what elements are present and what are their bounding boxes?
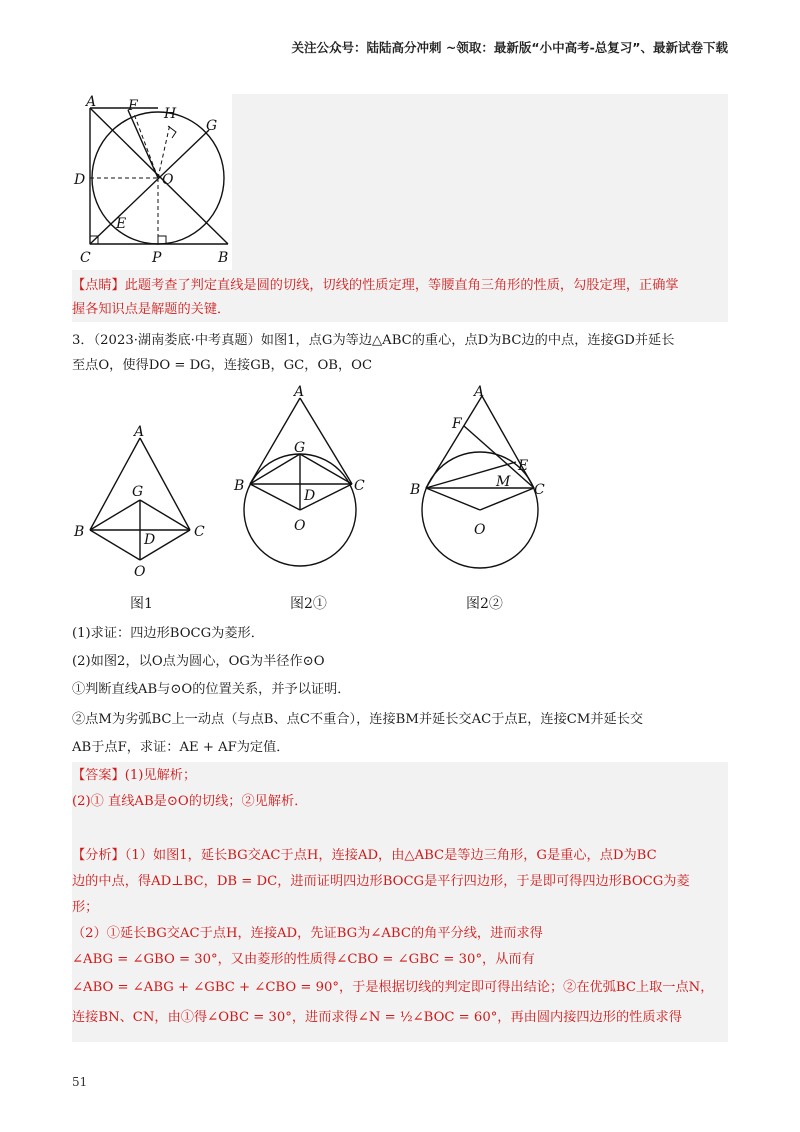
fig2a-label-c: C — [354, 478, 365, 494]
fig1-label-b: B — [74, 524, 85, 540]
fig2a-label-b: B — [234, 478, 245, 494]
fig2b-label-b: B — [410, 482, 421, 498]
caption-fig1: 图1 — [130, 596, 153, 612]
fig2a-label-d: D — [304, 488, 316, 504]
label-a: A — [86, 94, 97, 110]
caption-fig2b: 图2② — [466, 596, 503, 612]
page-header: 关注公众号：陆陆高分冲刺 ~领取：最新版“小中高考-总复习”、最新试卷下载 — [291, 40, 728, 55]
fig2b-label-f: F — [452, 416, 462, 432]
analysis-line-4: （2）①延长BG交AC于点H，连接AD，先证BG为∠ABC的角平分线，进而求得 — [72, 926, 543, 941]
analysis-line-6: ∠ABO = ∠ABG + ∠GBC + ∠CBO = 90°，于是根据切线的判定即可得出结论；②在优弧BC上取一点N， — [72, 980, 714, 995]
problem-line-1: 3．（2023·湖南娄底·中考真题）如图1，点G为等边△ABC的重心，点D为BC边的中点，连接GD并延长 — [72, 333, 675, 348]
analysis-line-2: 边的中点，得AD⊥BC，DB = DC，进而证明四边形BOCG是平行四边形，于是即可得四边形BOCG为菱 — [72, 874, 690, 889]
label-d: D — [74, 172, 86, 188]
fig1-label-g: G — [132, 484, 144, 500]
problem-line-2: 至点O，使得DO = DG，连接GB，GC，OB，OC — [72, 358, 373, 373]
fig2b-label-m: M — [496, 474, 511, 490]
fig1-label-a: A — [134, 424, 145, 440]
fig1-label-c: C — [194, 524, 205, 540]
answer-line-1: 【答案】(1)见解析； — [72, 768, 197, 783]
caption-fig2a: 图2① — [290, 596, 327, 612]
fig1-label-o: O — [134, 564, 146, 580]
question-2: (2)如图2，以O点为圆心，OG为半径作⊙O — [72, 654, 325, 669]
question-2a: ①判断直线AB与⊙O的位置关系，并予以证明． — [72, 682, 351, 697]
question-2b-line-1: ②点M为劣弧BC上一动点（与点B、点C不重合），连接BM并延长交AC于点E，连接CM并延长交 — [72, 712, 644, 727]
label-c: C — [80, 250, 91, 266]
label-o: O — [162, 172, 174, 188]
analysis-line-1: 【分析】（1）如图1，延长BG交AC于点H，连接AD，由△ABC是等边三角形，G是重心，点D为BC — [72, 848, 657, 863]
analysis-line-7: 连接BN、CN，由①得∠OBC = 30°，进而求得∠N = ½∠BOC = 60°，再由圆内接四边形的性质求得 — [72, 1010, 682, 1025]
diagram-fig2a — [228, 380, 368, 590]
fig2a-label-g: G — [294, 440, 306, 456]
label-f: F — [128, 98, 138, 114]
label-p: P — [152, 250, 162, 266]
label-b: B — [218, 250, 229, 266]
answer-line-2: (2)① 直线AB是⊙O的切线；②见解析． — [72, 794, 308, 809]
fig2b-label-c: C — [534, 482, 545, 498]
comment-line-2: 握各知识点是解题的关键． — [72, 302, 231, 317]
fig2b-label-o: O — [474, 522, 486, 538]
fig2a-label-o: O — [294, 518, 306, 534]
label-g: G — [206, 118, 218, 134]
question-2b-line-2: AB于点F，求证：AE + AF为定值． — [72, 740, 290, 755]
fig2b-label-e: E — [518, 458, 529, 474]
fig2a-label-a: A — [294, 384, 305, 400]
diagram-fig1 — [72, 420, 212, 580]
analysis-line-5: ∠ABG = ∠GBO = 30°，又由菱形的性质得∠CBO = ∠GBC = 30°，从而有 — [72, 952, 535, 967]
question-1: (1)求证：四边形BOCG为菱形． — [72, 626, 264, 641]
label-h: H — [164, 106, 177, 122]
label-e: E — [116, 216, 127, 232]
figure-top-circle-square — [72, 92, 232, 270]
analysis-line-3: 形； — [72, 900, 99, 915]
fig1-label-d: D — [144, 532, 156, 548]
comment-line-1: 【点睛】此题考查了判定直线是圆的切线，切线的性质定理，等腰直角三角形的性质，勾股定理，正确掌 — [72, 278, 679, 293]
fig2b-label-a: A — [474, 384, 485, 400]
diagram-fig2b — [408, 380, 558, 590]
page-number: 51 — [72, 1075, 88, 1089]
